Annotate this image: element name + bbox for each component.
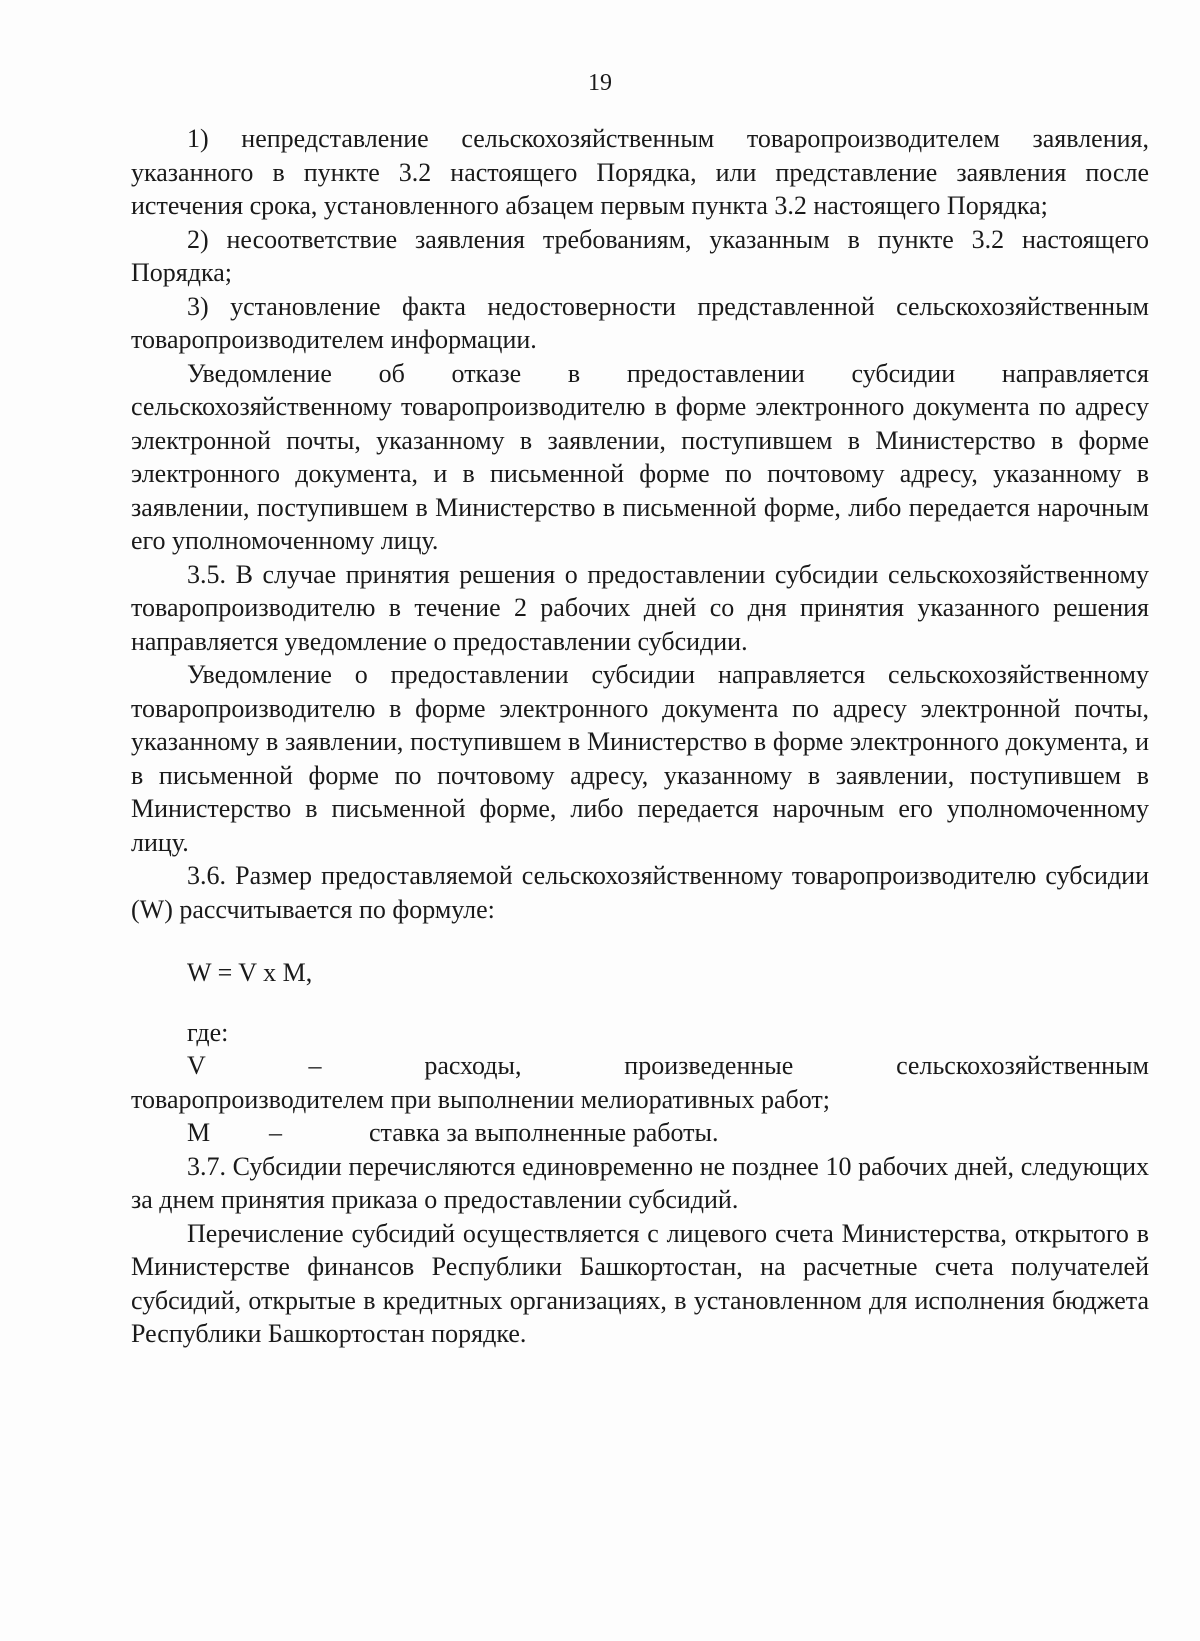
paragraph-3-7: 3.7. Субсидии перечисляются единовременно не позднее 10 рабочих дней, следующих за днем принятия приказа о предоставлении субсидий. (131, 1151, 1149, 1214)
definition-m-symbol: M (187, 1118, 211, 1147)
definition-v (131, 1049, 1149, 1116)
paragraph-transfer: Перечисление субсидий осуществляется с лицевого счета Министерства, открытого в Министерстве финансов Республики Башкортостан, на расчетные счета получателей субсидий, открытые в кредитных организациях, в установленном для исполнения бюджета Республики Башкортостан порядке. (131, 1218, 1149, 1348)
definition-v-word-1: расходы, (424, 1051, 522, 1080)
definition-m-text: ставка за выполненные работы. (369, 1118, 719, 1147)
definition-m-dash: – (269, 1118, 282, 1147)
paragraph-item-2: 2) несоответствие заявления требованиям, указанным в пункте 3.2 настоящего Порядка; (131, 224, 1149, 287)
paragraph-item-1: 1) непредставление сельскохозяйственным товаропроизводителем заявления, указанного в пункте 3.2 настоящего Порядка, или представление заявления после истечения срока, установленного абзацем первым пункта 3.2 настоящего Порядка; (131, 124, 1149, 220)
definition-m (131, 1116, 1149, 1150)
where-label: где: (187, 1017, 229, 1047)
definition-v-word-3: сельскохозяйственным (896, 1051, 1149, 1080)
formula: W = V x M, (187, 958, 313, 987)
definition-v-word-2: произведенные (624, 1051, 794, 1080)
paragraph-item-3: 3) установление факта недостоверности представленной сельскохозяйственным товаропроизводителем информации. (131, 291, 1149, 354)
paragraph-3-6: 3.6. Размер предоставляемой сельскохозяйственному товаропроизводителю субсидии (W) рассчитывается по формуле: (131, 861, 1149, 924)
definition-v-dash: – (308, 1051, 322, 1080)
definition-v-rest: товаропроизводителем при выполнении мелиоративных работ; (131, 1084, 830, 1114)
paragraph-grant-notice: Уведомление о предоставлении субсидии направляется сельскохозяйственному товаропроизводителю в форме электронного документа по адресу электронной почты, указанному в заявлении, поступившем в Министерство в форме электронного документа, и в письменной форме по почтовому адресу, указанному в заявлении, поступившем в Министерство в письменной форме, либо передается нарочным его уполномоченному лицу. (131, 660, 1149, 857)
document-body (131, 122, 1149, 1351)
paragraph-3-5: 3.5. В случае принятия решения о предоставлении субсидии сельскохозяйственному товаропроизводителю в течение 2 рабочих дней со дня принятия указанного решения направляется уведомление о предоставлении субсидии. (131, 559, 1149, 656)
paragraph-refusal-notice: Уведомление об отказе в предоставлении субсидии направляется сельскохозяйственному товаропроизводителю в форме электронного документа по адресу электронной почты, указанному в заявлении, поступившем в Министерство в форме электронного документа, и в письменной форме по почтовому адресу, указанному в заявлении, поступившем в Министерство в письменной форме, либо передается нарочным его уполномоченному лицу. (131, 358, 1149, 555)
definition-v-symbol: V (187, 1051, 206, 1080)
page-number: 19 (588, 70, 612, 96)
